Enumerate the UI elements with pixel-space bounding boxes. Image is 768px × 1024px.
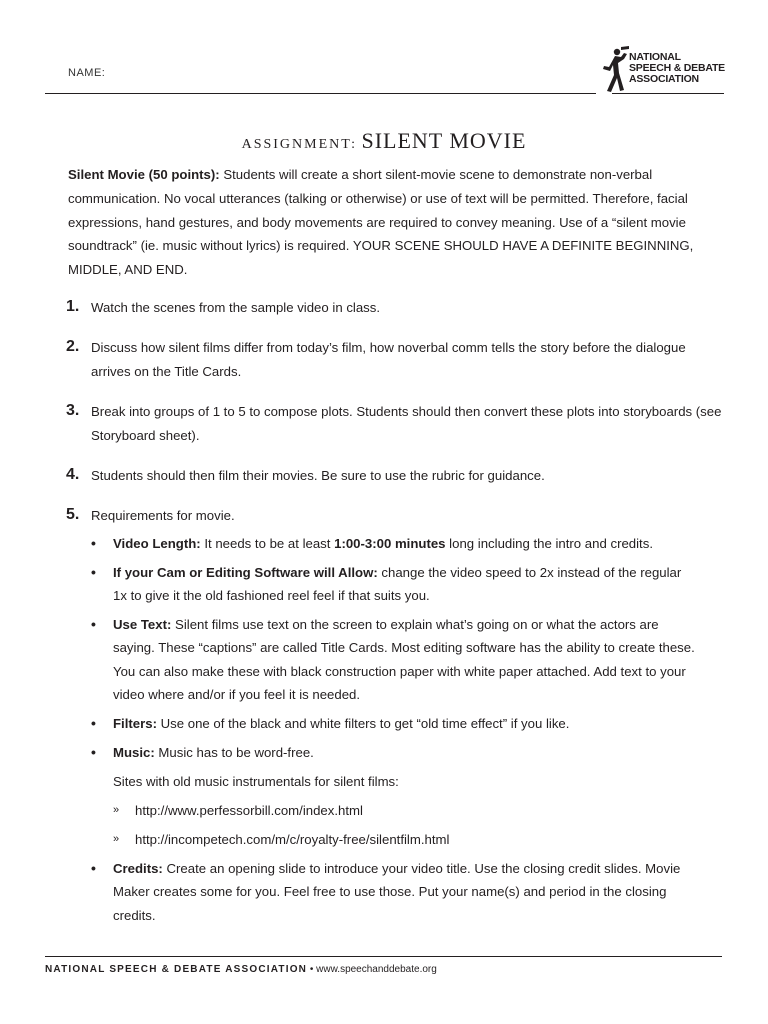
- link-text[interactable]: http://www.perfessorbill.com/index.html: [135, 802, 363, 818]
- step-number: 3.: [66, 402, 80, 420]
- requirement-label: Use Text:: [113, 617, 172, 633]
- step-text: Students should then film their movies. Be sure to use the rubric for guidance.: [91, 468, 545, 484]
- step-number: 4.: [66, 466, 80, 484]
- requirement-use-text: [91, 613, 698, 707]
- requirement-label: If your Cam or Editing Software will Allow:: [113, 564, 378, 580]
- requirement-video-length: [91, 532, 698, 555]
- logo-line-1: NATIONAL: [629, 51, 681, 63]
- music-link-1[interactable]: [91, 799, 726, 822]
- step-item: [66, 504, 726, 927]
- intro-bold: Silent Movie (50 points):: [68, 167, 220, 182]
- steps-list: [66, 296, 726, 932]
- step-item: [66, 400, 726, 447]
- step-item: [66, 296, 726, 319]
- step-text: Discuss how silent films differ from today’s film, how noverbal comm tells the story before the dialogue arrives on the Title Cards.: [91, 340, 686, 379]
- requirement-text: Use one of the black and white filters to get “old time effect” if you like.: [156, 716, 570, 732]
- bullet-icon: •: [91, 715, 96, 732]
- requirement-label: Music:: [113, 745, 155, 761]
- bullet-icon: •: [91, 563, 96, 580]
- link-text[interactable]: http://incompetech.com/m/c/royalty-free/silentfilm.html: [135, 831, 450, 847]
- intro-paragraph: [68, 163, 708, 282]
- requirement-text: Silent films use text on the screen to explain what’s going on or what the actors are saying. These “captions” are called Title Cards. Most editing software has the ability to create these. You can also make these with black construction paper with white paper attached. Add text to your video where and/or if you feel it is needed.: [113, 617, 695, 703]
- requirement-bold: 1:00-3:00 minutes: [334, 535, 446, 551]
- step-text: Requirements for movie.: [91, 508, 235, 524]
- page-footer: [45, 964, 437, 975]
- name-label: NAME:: [68, 67, 106, 79]
- requirement-text: change the video speed to 2x instead of the regular 1x to give it the old fashioned reel feel if that suits you.: [113, 564, 682, 604]
- footer-url[interactable]: www.speechanddebate.org: [316, 964, 437, 975]
- bullet-icon: •: [91, 859, 96, 876]
- bullet-icon: •: [91, 616, 96, 633]
- logo-line-2: SPEECH & DEBATE: [629, 62, 725, 74]
- requirements-list: [91, 532, 726, 927]
- sites-label: Sites with old music instrumentals for silent films:: [113, 774, 399, 789]
- requirement-music: [91, 741, 698, 764]
- requirement-text: Music has to be word-free.: [154, 745, 314, 761]
- logo-underline: [612, 93, 724, 94]
- bullet-icon: •: [91, 744, 96, 761]
- name-underline: [45, 93, 596, 94]
- footer-divider: [45, 956, 722, 957]
- figure-with-gavel-icon: [600, 45, 630, 93]
- intro-text: Students will create a short silent-movie scene to demonstrate non-verbal communication. No vocal utterances (talking or otherwise) or use of text will be permitted. Therefore, facial expressions, hand gestures, and body movements are required to convey meaning. Use of a “silent movie soundtrack” (ie. music without lyrics) is required. YOUR SCENE SHOULD HAVE A DEFINITE BEGINNING, MIDDLE, AND END.: [68, 167, 694, 278]
- requirement-label: Filters:: [113, 716, 157, 732]
- requirement-label: Credits:: [113, 860, 163, 876]
- step-text: Break into groups of 1 to 5 to compose plots. Students should then convert these plots into storyboards (see Storyboard sheet).: [91, 404, 722, 443]
- requirement-label: Video Length:: [113, 535, 201, 551]
- title-prefix: ASSIGNMENT:: [241, 137, 357, 152]
- footer-separator: •: [307, 964, 317, 975]
- raquo-icon: »: [113, 803, 120, 816]
- step-text: Watch the scenes from the sample video in class.: [91, 300, 381, 315]
- music-link-2[interactable]: [91, 828, 726, 851]
- requirement-filters: [91, 712, 698, 735]
- step-number: 2.: [66, 338, 80, 356]
- step-item: [66, 464, 726, 487]
- step-number: 5.: [66, 506, 80, 524]
- title-main: SILENT MOVIE: [361, 128, 527, 153]
- requirement-text: long including the intro and credits.: [445, 535, 653, 551]
- step-number: 1.: [66, 298, 80, 315]
- requirement-cam: [91, 561, 698, 608]
- requirement-text: It needs to be at least: [200, 535, 335, 551]
- nsda-logo: [600, 45, 730, 97]
- bullet-icon: •: [91, 534, 96, 551]
- raquo-icon: »: [113, 832, 120, 845]
- requirement-text: Create an opening slide to introduce your video title. Use the closing credit slides. Movie Maker creates some for you. Feel free to use those. Put your name(s) and period in the closing credits.: [113, 860, 681, 923]
- requirement-credits: [91, 857, 698, 927]
- logo-line-3: ASSOCIATION: [629, 73, 699, 85]
- step-item: [66, 336, 726, 383]
- page-title: [0, 128, 768, 154]
- footer-org: NATIONAL SPEECH & DEBATE ASSOCIATION: [45, 964, 308, 975]
